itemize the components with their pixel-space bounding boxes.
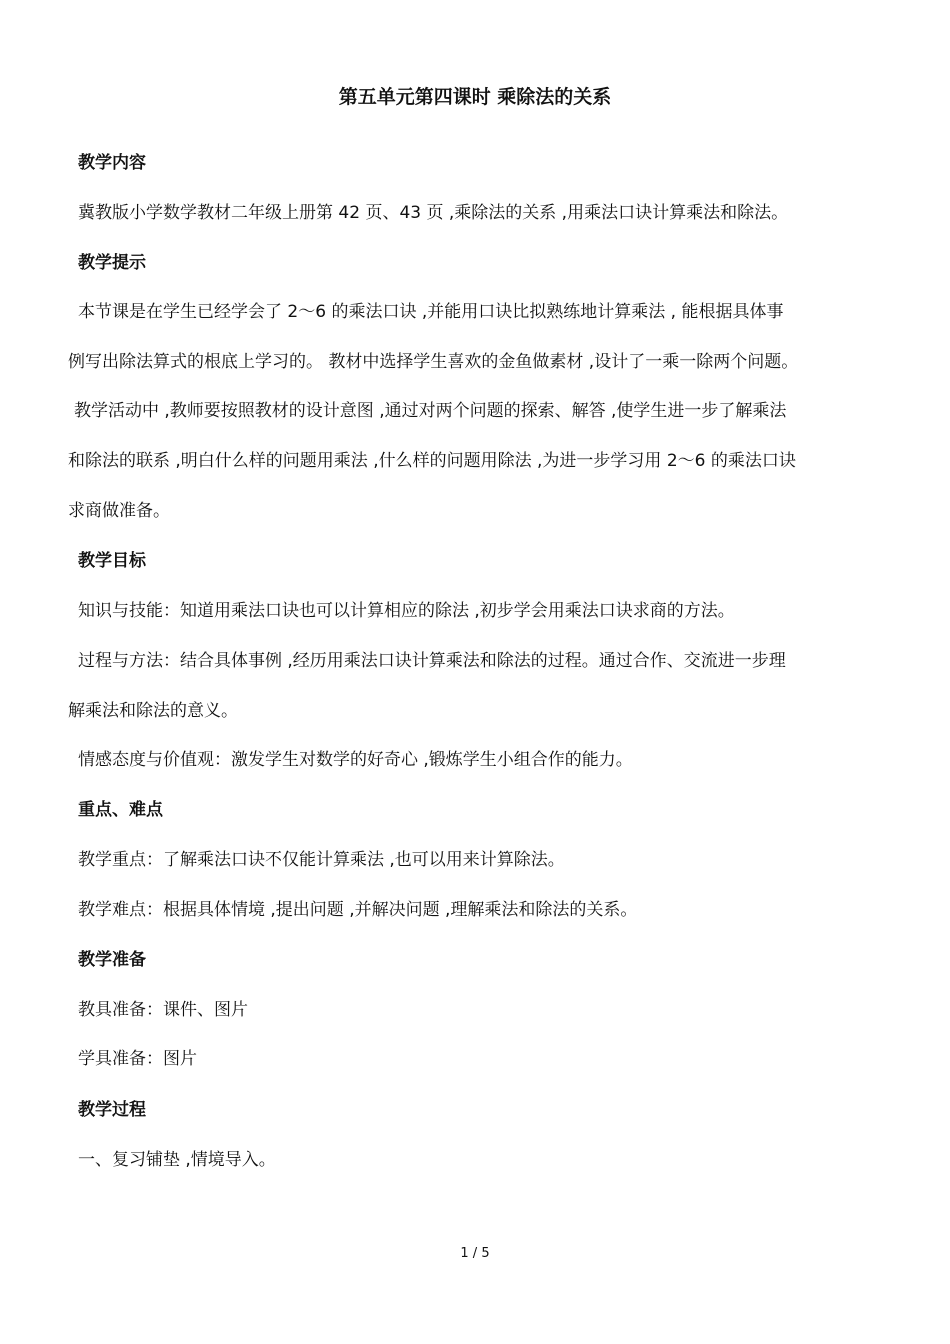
heading-procedure: 教学过程: [78, 1100, 146, 1120]
teaching-hint-line: 求商做准备。: [68, 501, 170, 521]
heading-key-points: 重点、难点: [78, 800, 163, 820]
heading-preparation: 教学准备: [78, 950, 146, 970]
goal-emotion: 情感态度与价值观：激发学生对数学的好奇心 ,锻炼学生小组合作的能力。: [78, 750, 633, 770]
teaching-hint-line: 本节课是在学生已经学会了 2～6 的乘法口诀 ,并能用口诀比拟熟练地计算乘法 , 能根据具体事: [78, 302, 784, 322]
teacher-preparation: 教具准备：课件、图片: [78, 1000, 248, 1020]
goal-process: 过程与方法：结合具体事例 ,经历用乘法口诀计算乘法和除法的过程。通过合作、交流进一步理: [78, 651, 786, 671]
difficulty-text: 教学难点：根据具体情境 ,提出问题 ,并解决问题 ,理解乘法和除法的关系。: [78, 900, 638, 920]
heading-teaching-goals: 教学目标: [78, 551, 146, 571]
goal-process-continued: 解乘法和除法的意义。: [68, 701, 238, 721]
heading-teaching-content: 教学内容: [78, 153, 146, 173]
heading-teaching-hint: 教学提示: [78, 253, 146, 273]
student-preparation: 学具准备：图片: [78, 1049, 197, 1069]
teaching-hint-line: 例写出除法算式的根底上学习的。 教材中选择学生喜欢的金鱼做素材 ,设计了一乘一除两个问题。: [68, 352, 799, 372]
key-point-text: 教学重点：了解乘法口诀不仅能计算乘法 ,也可以用来计算除法。: [78, 850, 565, 870]
procedure-step-1: 一、复习铺垫 ,情境导入。: [78, 1150, 276, 1170]
teaching-hint-line: 教学活动中 ,教师要按照教材的设计意图 ,通过对两个问题的探索、解答 ,使学生进一步了解乘法: [74, 401, 787, 421]
teaching-content-text: 冀教版小学数学教材二年级上册第 42 页、43 页 ,乘除法的关系 ,用乘法口诀计算乘法和除法。: [78, 203, 789, 223]
document-title: 第五单元第四课时 乘除法的关系: [338, 86, 612, 108]
teaching-hint-line: 和除法的联系 ,明白什么样的问题用乘法 ,什么样的问题用除法 ,为进一步学习用 2～6 的乘法口诀: [68, 451, 796, 471]
page-number: 1 / 5: [460, 1246, 490, 1261]
goal-knowledge: 知识与技能：知道用乘法口诀也可以计算相应的除法 ,初步学会用乘法口诀求商的方法。: [78, 601, 735, 621]
